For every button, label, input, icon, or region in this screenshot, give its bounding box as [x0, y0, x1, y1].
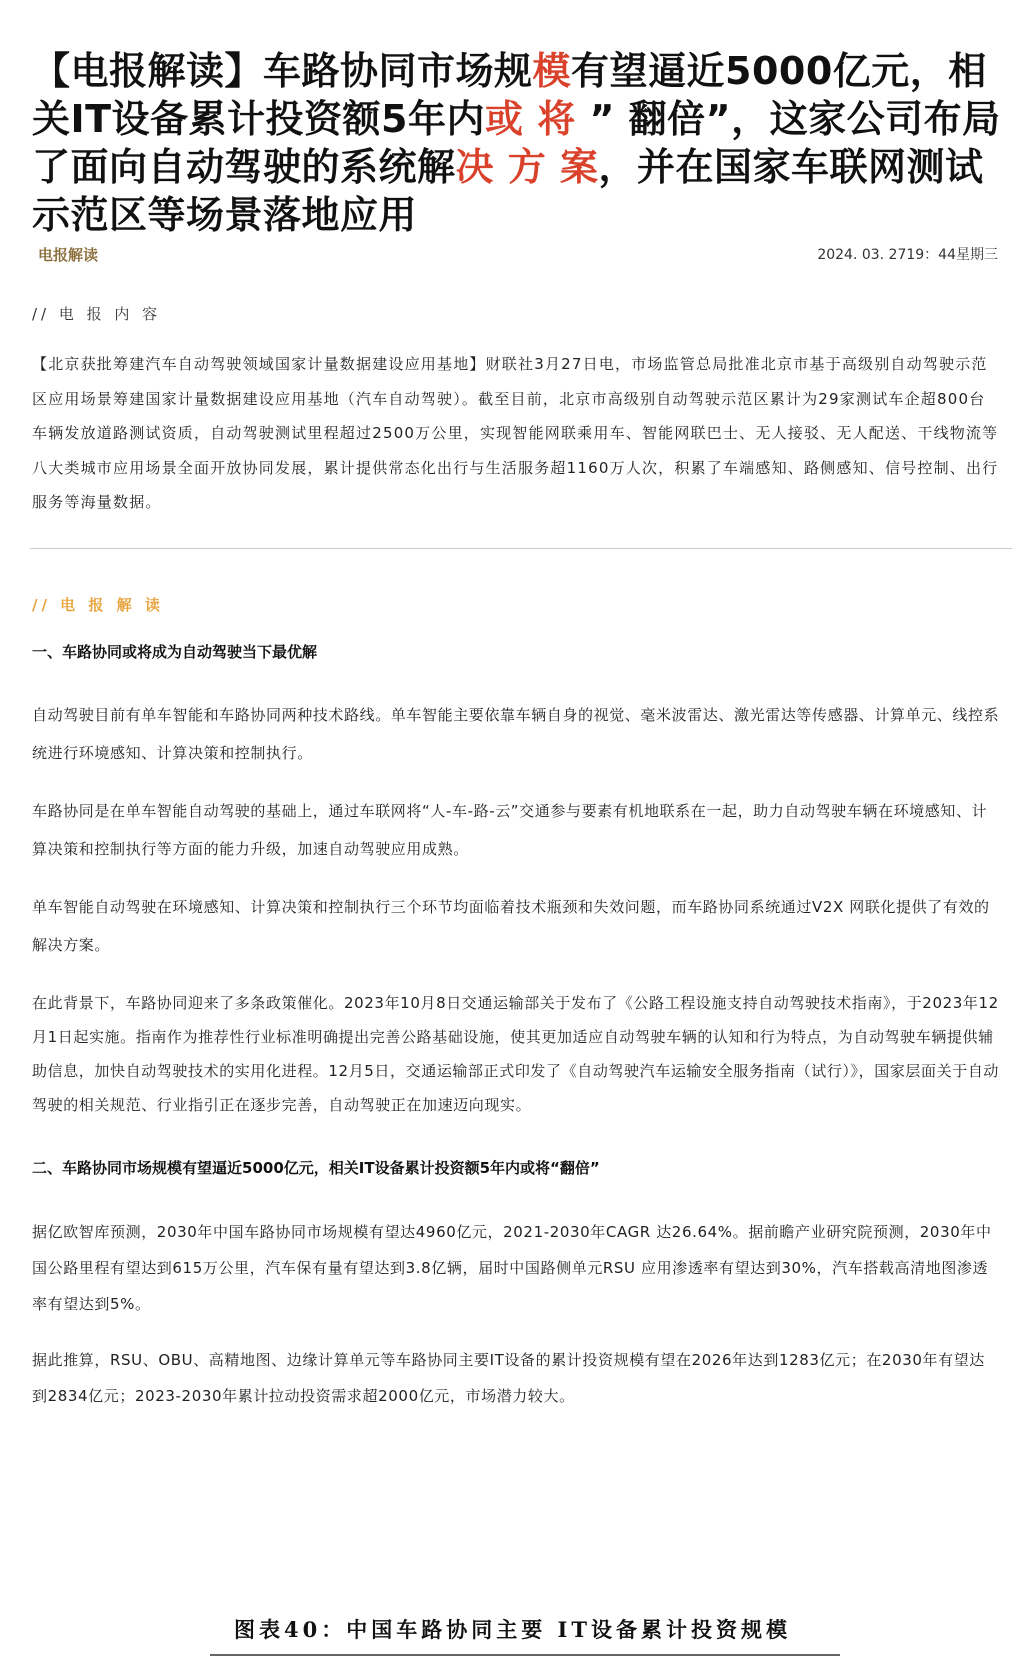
- section-divider: [30, 548, 1012, 549]
- analysis-paragraph-6: 据此推算，RSU、OBU、高精地图、边缘计算单元等车路协同主要IT设备的累计投资规模有望在2026年达到1283亿元；在2030年有望达到2834亿元；2023-2030年累计拉动投资需求超2000亿元，市场潜力较大。: [32, 1351, 985, 1405]
- title-accent-1: 模: [532, 49, 572, 94]
- analysis-heading-2: 二、车路协同市场规模有望逼近5000亿元，相关IT设备累计投资额5年内或将“翻倍”: [32, 1159, 600, 1177]
- analysis-paragraph-3: 单车智能自动驾驶在环境感知、计算决策和控制执行三个环节均面临着技术瓶颈和失效问题，而车路协同系统通过V2X 网联化提供了有效的解决方案。: [32, 898, 990, 954]
- publish-datetime: 2024. 03. 2719：44星期三: [817, 247, 998, 263]
- figure-caption: 图表40：中国车路协同主要 IT设备累计投资规模: [234, 1617, 791, 1642]
- title-accent-3: 决 方 案: [455, 145, 599, 190]
- title-accent-2: 或 将: [485, 97, 576, 142]
- analysis-heading-1: 一、车路协同或将成为自动驾驶当下最优解: [32, 643, 318, 661]
- analysis-paragraph-2: 车路协同是在单车智能自动驾驶的基础上，通过车联网将“人-车-路-云”交通参与要素有机地联系在一起，助力自动驾驶车辆在环境感知、计算决策和控制执行等方面的能力升级，加速自动驾驶应用成熟。: [32, 802, 988, 858]
- analysis-paragraph-1: 自动驾驶目前有单车智能和车路协同两种技术路线。单车智能主要依靠车辆自身的视觉、毫米波雷达、激光雷达等传感器、计算单元、线控系统进行环境感知、计算决策和控制执行。: [32, 706, 1000, 762]
- analysis-paragraph-5: 据亿欧智库预测，2030年中国车路协同市场规模有望达4960亿元，2021-2030年CAGR 达26.64%。据前瞻产业研究院预测，2030年中国公路里程有望达到615万公里，汽车保有量有望达到3.8亿辆，届时中国路侧单元RSU 应用渗透率有望达到30%，汽车搭载高清地图渗透率有望达到5%。: [32, 1223, 992, 1313]
- analysis-paragraph-4: 在此背景下，车路协同迎来了多条政策催化。2023年10月8日交通运输部关于发布了《公路工程设施支持自动驾驶技术指南》，于2023年12月1日起实施。指南作为推荐性行业标准明确提出完善公路基础设施，使其更加适应自动驾驶车辆的认知和行为特点，为自动驾驶车辆提供辅助信息，加快自动驾驶技术的实用化进程。12月5日，交通运输部正式印发了《自动驾驶汽车运输安全服务指南（试行）》，国家层面关于自动驾驶的相关规范、行业指引正在逐步完善，自动驾驶正在加速迈向现实。: [32, 994, 1000, 1114]
- article-meta: [38, 244, 998, 268]
- title-part-1: 【电报解读】车路协同市场规: [32, 49, 533, 94]
- section-label-analysis: // 电 报 解 读: [32, 596, 164, 614]
- source-label[interactable]: 电报解读: [38, 246, 99, 264]
- title-part-3: ” 翻倍”，这家公司布局了面向自动驾驶的系统解: [32, 97, 1001, 190]
- title-part-4: ，并在国家车联网测试示范区等场景落地应用: [32, 145, 984, 238]
- section-label-content: // 电 报 内 容: [32, 305, 162, 323]
- news-paragraph: 【北京获批筹建汽车自动驾驶领域国家计量数据建设应用基地】财联社3月27日电，市场监管总局批准北京市基于高级别自动驾驶示范区应用场景筹建国家计量数据建设应用基地（汽车自动驾驶）。截至目前，北京市高级别自动驾驶示范区累计为29家测试车企超800台车辆发放道路测试资质，自动驾驶测试里程超过2500万公里，实现智能网联乘用车、智能网联巴士、无人接驳、无人配送、干线物流等八大类城市应用场景全面开放协同发展，累计提供常态化出行与生活服务超1160万人次，积累了车端感知、路侧感知、信号控制、出行服务等海量数据。: [32, 355, 999, 511]
- caption-underline: [210, 1654, 840, 1656]
- article-title: [32, 47, 1012, 239]
- title-part-2: 有望逼近5000亿元，相关IT设备累计投资额5年内: [32, 49, 987, 142]
